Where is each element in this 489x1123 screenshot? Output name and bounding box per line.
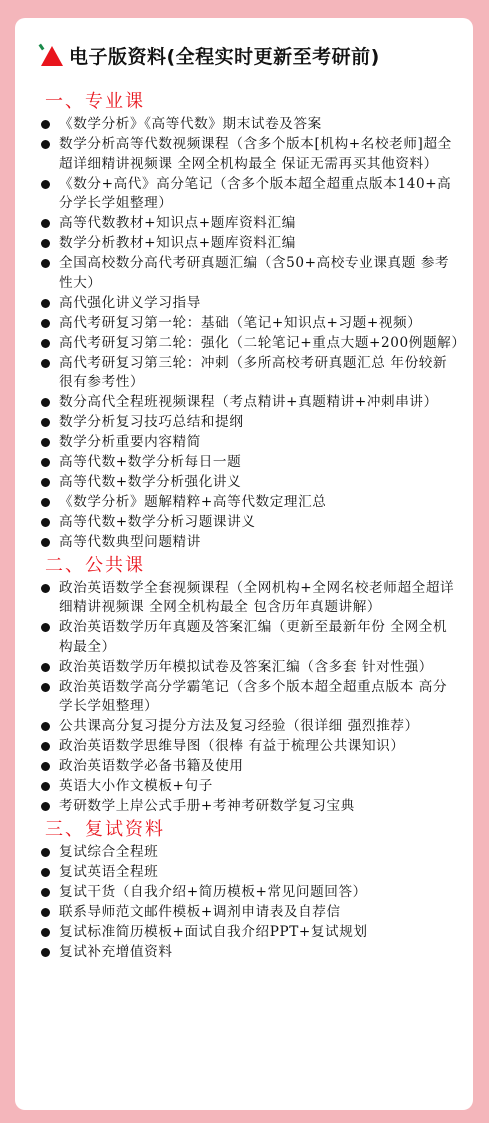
bullet-icon bbox=[41, 908, 50, 917]
list-item-text: 高等代数+数学分析强化讲义 bbox=[59, 474, 242, 490]
list-item bbox=[33, 883, 459, 903]
bullet-icon bbox=[41, 259, 50, 268]
list-item-text: 高等代数教材+知识点+题库资料汇编 bbox=[59, 215, 296, 231]
bullet-icon bbox=[41, 478, 50, 487]
list-item bbox=[33, 943, 459, 963]
content-card bbox=[15, 18, 473, 1110]
bullet-icon bbox=[41, 180, 50, 189]
bullet-icon bbox=[41, 398, 50, 407]
list-item bbox=[33, 678, 459, 717]
bullet-icon bbox=[41, 888, 50, 897]
list-item bbox=[33, 513, 459, 533]
list-item-text: 高代考研复习第三轮：冲刺（多所高校考研真题汇总 年份较新 很有参考性） bbox=[59, 354, 448, 390]
bullet-icon bbox=[41, 518, 50, 527]
list-item bbox=[33, 115, 459, 135]
list-item bbox=[33, 533, 459, 553]
bullet-icon bbox=[41, 120, 50, 129]
list-item bbox=[33, 843, 459, 863]
list-item-text: 数分高代全程班视频课程（考点精讲+真题精讲+冲刺串讲） bbox=[59, 394, 438, 410]
list-item-text: 政治英语数学必备书籍及使用 bbox=[59, 758, 244, 774]
bullet-icon bbox=[41, 438, 50, 447]
list-item bbox=[33, 777, 459, 797]
list-item bbox=[33, 254, 459, 293]
header bbox=[33, 42, 459, 69]
list-item-text: 数学分析重要内容精简 bbox=[59, 434, 201, 450]
list-item-text: 《数学分析》《高等代数》期末试卷及答案 bbox=[59, 116, 322, 132]
bullet-icon bbox=[41, 868, 50, 877]
list-item-text: 高等代数+数学分析习题课讲义 bbox=[59, 514, 256, 530]
list-item-text: 高等代数+数学分析每日一题 bbox=[59, 454, 242, 470]
list-item bbox=[33, 433, 459, 453]
list-item-text: 英语大小作文模板+句子 bbox=[59, 778, 213, 794]
bullet-icon bbox=[41, 848, 50, 857]
list-item-text: 联系导师范文邮件模板+调剂申请表及自荐信 bbox=[59, 903, 341, 920]
bullet-icon bbox=[41, 722, 50, 731]
bullet-icon bbox=[41, 742, 50, 751]
red-triangle-icon bbox=[41, 46, 63, 66]
list-item bbox=[33, 797, 459, 817]
bullet-icon bbox=[41, 948, 50, 957]
bullet-icon bbox=[41, 359, 50, 368]
list-item bbox=[33, 903, 459, 923]
bullet-icon bbox=[41, 802, 50, 811]
bullet-icon bbox=[41, 498, 50, 507]
list-item-text: 《数学分析》题解精粹+高等代数定理汇总 bbox=[59, 494, 327, 510]
list-item bbox=[33, 334, 466, 354]
page-title: 电子版资料(全程实时更新至考研前) bbox=[69, 46, 380, 68]
bullet-icon bbox=[41, 319, 50, 328]
item-list bbox=[33, 579, 459, 817]
bullet-icon bbox=[41, 299, 50, 308]
list-item bbox=[33, 863, 459, 883]
bullet-icon bbox=[41, 663, 50, 672]
list-item bbox=[33, 234, 459, 254]
list-item bbox=[33, 314, 459, 334]
list-item bbox=[33, 354, 459, 393]
list-item bbox=[33, 294, 459, 314]
list-item bbox=[33, 923, 459, 943]
list-item bbox=[33, 737, 459, 757]
list-item-text: 考研数学上岸公式手册+考神考研数学复习宝典 bbox=[59, 798, 355, 814]
bullet-icon bbox=[41, 623, 50, 632]
list-item bbox=[33, 717, 459, 737]
bullet-icon bbox=[41, 584, 50, 593]
list-item-text: 政治英语数学全套视频课程（全网机构+全网名校老师超全超详细精讲视频课 全网全机构最全 包含历年真题讲解） bbox=[59, 579, 455, 615]
bullet-icon bbox=[41, 418, 50, 427]
list-item bbox=[33, 618, 459, 657]
list-item-text: 政治英语数学思维导图（很棒 有益于梳理公共课知识） bbox=[59, 738, 405, 754]
list-item-text: 高代考研复习第一轮：基础（笔记+知识点+习题+视频） bbox=[59, 314, 422, 331]
list-item-text: 《数分+高代》高分笔记（含多个版本超全超重点版本140+高分学长学姐整理） bbox=[59, 175, 452, 211]
list-item-text: 政治英语数学高分学霸笔记（含多个版本超全超重点版本 高分学长学姐整理） bbox=[59, 678, 448, 714]
bullet-icon bbox=[41, 782, 50, 791]
bullet-icon bbox=[41, 339, 50, 348]
bullet-icon bbox=[41, 928, 50, 937]
bullet-icon bbox=[41, 683, 50, 692]
list-item-text: 复试干货（自我介绍+简历模板+常见问题回答） bbox=[59, 883, 367, 900]
list-item-text: 公共课高分复习提分方法及复习经验（很详细 强烈推荐） bbox=[59, 718, 419, 734]
bullet-icon bbox=[41, 458, 50, 467]
bullet-icon bbox=[41, 538, 50, 547]
list-item-text: 高代强化讲义学习指导 bbox=[59, 294, 201, 311]
list-item bbox=[33, 135, 459, 174]
bullet-icon bbox=[41, 239, 50, 248]
list-item bbox=[33, 214, 459, 234]
list-item-text: 数学分析教材+知识点+题库资料汇编 bbox=[59, 235, 296, 251]
list-item bbox=[33, 473, 459, 493]
list-item bbox=[33, 175, 459, 214]
section-major-courses bbox=[33, 91, 466, 553]
list-item-text: 政治英语数学历年模拟试卷及答案汇编（含多套 针对性强） bbox=[59, 658, 433, 675]
list-item bbox=[33, 393, 459, 413]
bullet-icon bbox=[41, 762, 50, 771]
list-item-text: 复试综合全程班 bbox=[59, 843, 159, 860]
section-title: 三、复试资料 bbox=[45, 818, 165, 840]
list-item bbox=[33, 579, 459, 618]
list-item-text: 复试标准简历模板+面试自我介绍PPT+复试规划 bbox=[59, 923, 368, 940]
list-item-text: 政治英语数学历年真题及答案汇编（更新至最新年份 全网全机构最全） bbox=[59, 619, 448, 655]
list-item-text: 数学分析高等代数视频课程（含多个版本[机构+名校老师]超全超详细精讲视频课 全网全机构最全 保证无需再买其他资料） bbox=[59, 136, 452, 172]
item-list bbox=[33, 843, 459, 963]
list-item bbox=[33, 493, 459, 513]
section-retest-materials bbox=[33, 819, 459, 963]
list-item-text: 高代考研复习第二轮：强化（二轮笔记+重点大题+200例题解） bbox=[59, 334, 466, 351]
list-item-text: 复试补充增值资料 bbox=[59, 943, 173, 960]
section-title: 一、专业课 bbox=[45, 91, 145, 112]
list-item-text: 复试英语全程班 bbox=[59, 863, 159, 880]
list-item-text: 高等代数典型问题精讲 bbox=[59, 534, 201, 550]
section-public-courses bbox=[33, 555, 459, 817]
list-item-text: 全国高校数分高代考研真题汇编（含50+高校专业课真题 参考性大） bbox=[59, 255, 450, 291]
bullet-icon bbox=[41, 140, 50, 149]
list-item bbox=[33, 453, 459, 473]
list-item bbox=[33, 757, 459, 777]
section-title: 二、公共课 bbox=[45, 554, 145, 576]
bullet-icon bbox=[41, 219, 50, 228]
item-list bbox=[33, 115, 466, 553]
list-item-text: 数学分析复习技巧总结和提纲 bbox=[59, 414, 244, 430]
list-item bbox=[33, 413, 459, 433]
list-item bbox=[33, 658, 459, 678]
